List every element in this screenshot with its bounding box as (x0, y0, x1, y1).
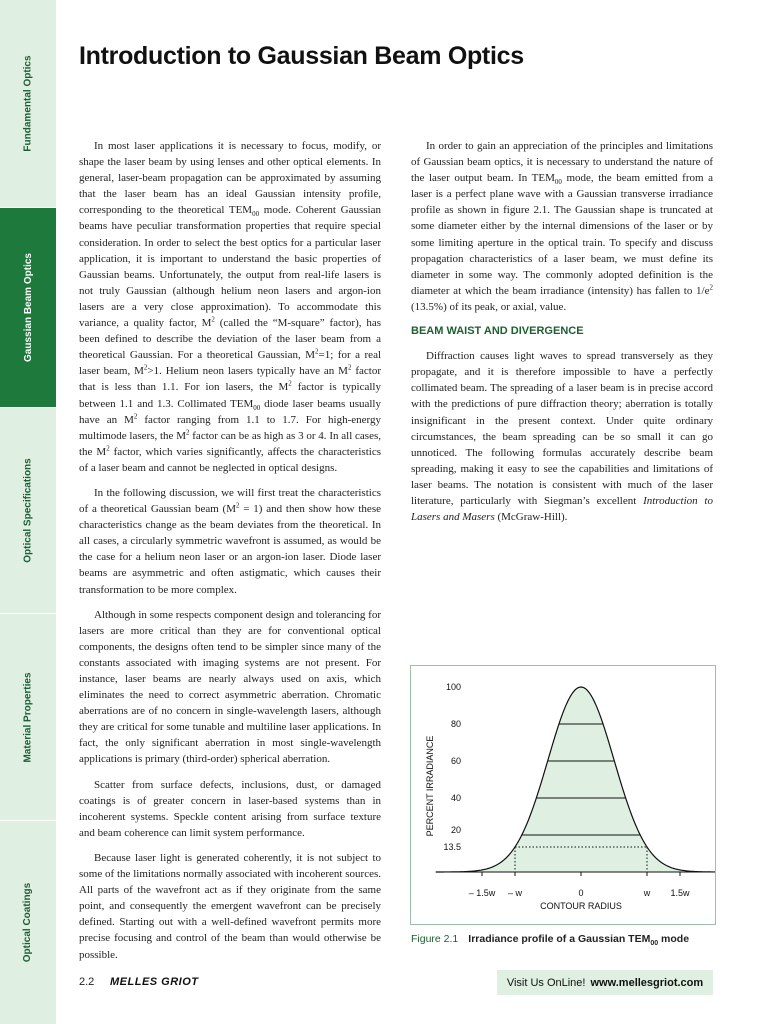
y-tick-label: 80 (450, 719, 461, 729)
figure-number: Figure 2.1 (411, 933, 459, 945)
y-axis-label: PERCENT IRRADIANCE (425, 735, 435, 837)
tab-material-properties[interactable]: Material Properties (0, 614, 56, 821)
left-column (79, 138, 381, 972)
x-tick-label: – 1.5w (468, 888, 496, 898)
irradiance-chart (410, 665, 716, 925)
y-tick-label: 100 (445, 682, 461, 692)
x-tick-label: – w (507, 888, 523, 898)
curve-fill (436, 687, 715, 872)
y-tick-label: 60 (450, 756, 461, 766)
y-tick-label: 40 (450, 793, 461, 803)
paragraph: Although in some respects component design and tolerancing for lasers are more critical than they are for conventional optical components, the designs often tend to be simpler since many of the constants associated with imaging systems are not present. For instance, laser beams are nearly always used on axis, which eliminates the need to correct asymmetric aberration. Chromatic aberrations are of no concern in single-wavelength lasers, although they are critical for some tunable and multiline laser applications. In fact, the only significant aberration in most single-wavelength applications is primary (third-order) spherical aberration. (79, 608, 381, 766)
section-heading: BEAM WAIST AND DIVERGENCE (411, 325, 584, 338)
website-banner[interactable] (497, 970, 713, 995)
paragraph: In order to gain an appreciation of the principles and limitations of Gaussian beam optics, it is necessary to understand the nature of the laser output beam. In $TEM_{00}$ mode, the beam emitted from a laser is a perfect plane wave with a Gaussian transverse irradiance profile as shown in figure 2.1. The Gaussian shape is truncated at some diameter either by the internal dimensions of the laser or by some limiting aperture in the optical train. To specify and discuss propagation characteristics of a laser beam, we must define its diameter in some way. The commonly adopted definition is the diameter at which the beam irradiance (intensity) has fallen to $1/e^2$ (13.5%) of its peak, or axial, value. (411, 140, 713, 313)
paragraph: Scatter from surface defects, inclusions, dust, or damaged coatings is of greater concern in laser-based systems than in incoherent systems. Speckle content arising from surface texture and beam coherence can limit system performance. (79, 778, 381, 839)
tab-fundamental-optics[interactable]: Fundamental Optics (0, 0, 56, 208)
paragraph: Diffraction causes light waves to spread transversely as they propagate, and it is therefore impossible to have a perfectly collimated beam. The spreading of a laser beam is in precise accord with the predictions of pure diffraction theory; aberration is totally insignificant in the present context. Under quite ordinary circumstances, the beam spreading can be so small it can go unnoticed. The following formulas accurately describe beam spreading, making it easy to see the capabilities and limitations of laser beams. The notation is consistent with much of the laser literature, particularly with Siegman’s excellent Introduction to Lasers and Masers (McGraw-Hill). (411, 350, 713, 524)
brand-logo: MELLES GRIOT (110, 976, 199, 988)
tab-optical-coatings[interactable]: Optical Coatings (22, 882, 34, 963)
paragraph: Because laser light is generated coherently, it is not subject to some of the limitations normally associated with incoherent sources. All parts of the wavefront act as if they originate from the same point, and consequently the emergent wavefront can be precisely defined. Starting out with a well-defined wavefront permits more precise focusing and control of the beam than would otherwise be possible. (79, 851, 381, 961)
paragraph: In most laser applications it is necessary to focus, modify, or shape the laser beam by using lenses and other optical elements. In general, laser-beam propagation can be approximated by assuming that the laser beam has an ideal Gaussian intensity profile, corresponding to the theoretical $TEM_{00}$ mode. Coherent Gaussian beams have peculiar transformation properties that require special consideration. In order to select the best optics for a particular laser application, it is important to understand the basic properties of Gaussian beams. Unfortunately, the output from real-life lasers is not truly Gaussian (although helium neon lasers and argon-ion lasers are a very close approximation). To accommodate this variance, a quality factor, $M^2$ (called the “M-square” factor), has been defined to describe the deviation of the laser beam from a theoretical Gaussian. For a theoretical Gaussian, $M^2=1$; for a real laser beam, $M^2>1$. Helium neon lasers typically have an $M^2$ factor that is less than 1.1. For ion lasers, the $M^2$ factor is typically between 1.1 and 1.3. Collimated $TEM_{00}$ diode laser beams usually have an $M^2$ factor ranging from 1.1 to 1.7. For high-energy multimode lasers, the $M^2$ factor can be as high as 3 or 4. In all cases, the $M^2$ factor, which varies significantly, affects the characteristics of a laser beam and cannot be neglected in optical designs. (79, 140, 382, 474)
tab-optical-specifications[interactable]: Optical Specifications (0, 408, 56, 614)
paragraph: In the following discussion, we will first treat the characteristics of a theoretical Gaussian beam $(M^2 = 1)$ and then show how these characteristics change as the beam deviates from the theoretical. In all cases, a circularly symmetric wavefront is assumed, as would be the case for a helium neon laser or an argon-ion laser. Diode laser beams are asymmetric and often astigmatic, which causes their transformation to be more complex. (79, 486, 381, 596)
caption-text: Irradiance profile of a Gaussian $TEM_{00}$ mode (468, 933, 690, 948)
irradiance-chart-svg (411, 666, 715, 924)
tab-gaussian-beam-optics[interactable]: Gaussian Beam Optics (0, 208, 56, 408)
x-tick-label: 1.5w (670, 888, 690, 898)
x-tick-label: 0 (578, 888, 584, 898)
y-tick-label: 20 (450, 825, 461, 835)
y-tick-label: 13.5 (443, 842, 461, 853)
right-column (411, 138, 713, 534)
page-number: 2.2 (79, 976, 95, 988)
section-sidebar (0, 0, 56, 1024)
page-title: Introduction to Gaussian Beam Optics (79, 42, 524, 70)
website-link[interactable]: www.mellesgriot.com (590, 976, 704, 989)
figure-caption (411, 933, 690, 948)
x-tick-label: w (643, 888, 651, 898)
visit-label: Visit Us OnLine! (506, 976, 586, 989)
x-axis-label: CONTOUR RADIUS (540, 901, 622, 911)
